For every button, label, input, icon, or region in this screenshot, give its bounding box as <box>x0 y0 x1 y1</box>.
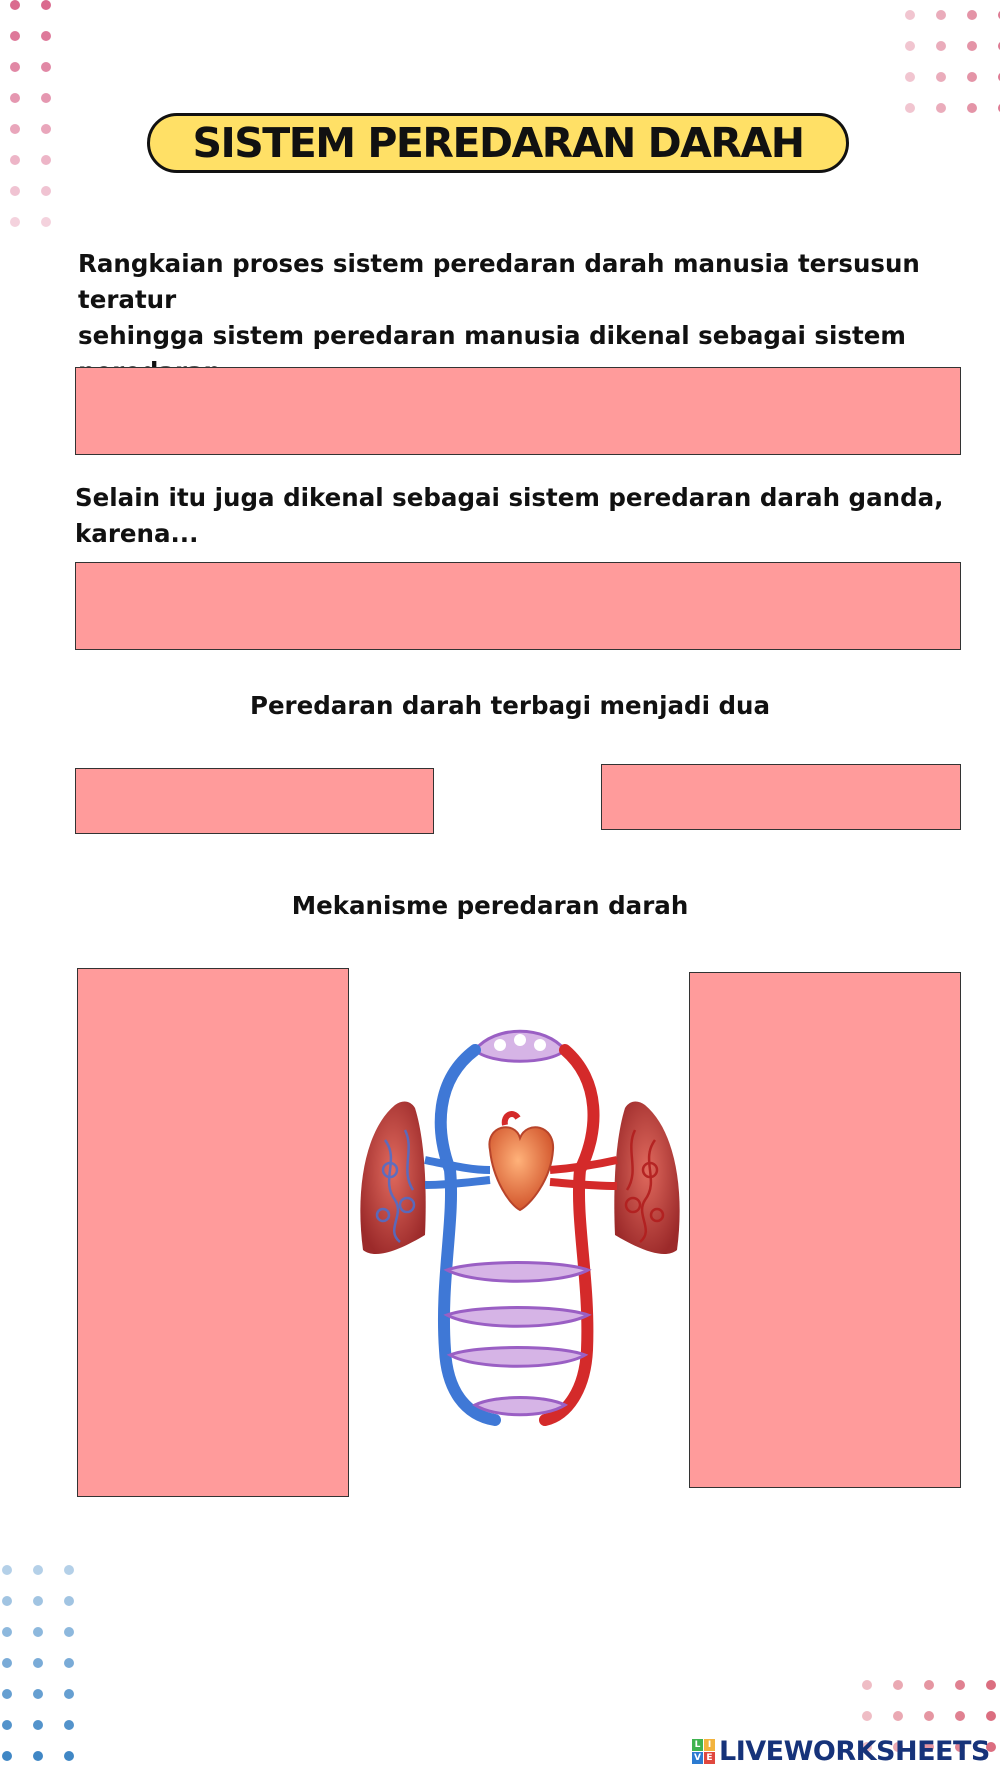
decorative-dot <box>41 124 51 134</box>
decorative-dot <box>893 1711 903 1721</box>
decorative-dot <box>64 1689 74 1699</box>
answer-box-circulation-type-2[interactable] <box>601 764 961 830</box>
decorative-dot <box>33 1658 43 1668</box>
logo-letter: I <box>704 1739 715 1751</box>
decorative-dot <box>33 1720 43 1730</box>
decorative-dot <box>10 186 20 196</box>
decorative-dot <box>967 10 977 20</box>
decorative-dot <box>41 93 51 103</box>
decorative-dot <box>893 1680 903 1690</box>
question-1-line: Rangkaian proses sistem peredaran darah manusia tersusun teratur <box>78 249 920 314</box>
decorative-dot <box>905 41 915 51</box>
decorative-dot <box>64 1751 74 1761</box>
decorative-dot <box>41 0 51 10</box>
decorative-dot <box>33 1565 43 1575</box>
decorative-dot <box>64 1658 74 1668</box>
decorative-dot <box>41 62 51 72</box>
decorative-dot <box>10 93 20 103</box>
decorative-dot <box>905 10 915 20</box>
decorative-dot <box>967 41 977 51</box>
lower-capillary-beds <box>447 1263 588 1415</box>
section-heading-mechanism: Mekanisme peredaran darah <box>291 891 689 920</box>
logo-letter: V <box>692 1752 703 1764</box>
decorative-dot <box>936 72 946 82</box>
decorative-dot <box>2 1720 12 1730</box>
decorative-dot <box>936 10 946 20</box>
decorative-dot <box>41 155 51 165</box>
decorative-dot <box>986 1711 996 1721</box>
decorative-dot <box>33 1596 43 1606</box>
answer-box-closed-circulation[interactable] <box>75 367 961 455</box>
answer-box-mechanism-left[interactable] <box>77 968 349 1497</box>
question-2-line: Selain itu juga dikenal sebagai sistem peredaran darah ganda, <box>75 483 944 512</box>
decorative-dot <box>862 1680 872 1690</box>
decorative-dot <box>967 72 977 82</box>
question-1-line: sehingga sistem peredaran manusia dikenal sebagai sistem <box>78 321 906 350</box>
logo-letter: L <box>692 1739 703 1751</box>
answer-box-double-circulation[interactable] <box>75 562 961 650</box>
decorative-dot <box>33 1627 43 1637</box>
decorative-dot <box>2 1565 12 1575</box>
decorative-dot <box>10 62 20 72</box>
brand-name: LIVEWORKSHEETS <box>719 1735 990 1767</box>
logo-letter: E <box>704 1752 715 1764</box>
decorative-dot <box>936 41 946 51</box>
decorative-dot <box>936 103 946 113</box>
decorative-dot <box>10 217 20 227</box>
answer-box-mechanism-right[interactable] <box>689 972 961 1488</box>
decorative-dot <box>41 186 51 196</box>
liveworksheets-logo-icon <box>692 1739 715 1764</box>
decorative-dot <box>2 1689 12 1699</box>
decorative-dot <box>10 31 20 41</box>
decorative-dot <box>10 0 20 10</box>
decorative-dot <box>905 72 915 82</box>
heart <box>489 1127 553 1210</box>
decorative-dot <box>41 31 51 41</box>
liveworksheets-brand[interactable] <box>692 1736 990 1766</box>
decorative-dot <box>10 124 20 134</box>
circulatory-system-diagram <box>355 1020 685 1430</box>
answer-box-circulation-type-1[interactable] <box>75 768 434 834</box>
decorative-dot <box>924 1680 934 1690</box>
upper-capillary-bed <box>475 1031 565 1061</box>
decorative-dot <box>2 1751 12 1761</box>
decorative-dot <box>2 1658 12 1668</box>
decorative-dot <box>10 155 20 165</box>
decorative-dot <box>64 1720 74 1730</box>
decorative-dot <box>2 1627 12 1637</box>
question-2-text <box>75 480 975 552</box>
decorative-dot <box>64 1565 74 1575</box>
decorative-dot <box>905 103 915 113</box>
decorative-dot <box>2 1596 12 1606</box>
decorative-dot <box>33 1751 43 1761</box>
page-title-banner <box>147 113 849 173</box>
question-2-line: karena... <box>75 519 199 548</box>
decorative-dot <box>862 1711 872 1721</box>
decorative-dot <box>41 217 51 227</box>
decorative-dot <box>64 1627 74 1637</box>
section-heading-split: Peredaran darah terbagi menjadi dua <box>249 691 771 720</box>
decorative-dot <box>955 1711 965 1721</box>
decorative-dot <box>967 103 977 113</box>
decorative-dot <box>64 1596 74 1606</box>
decorative-dot <box>924 1711 934 1721</box>
decorative-dot <box>955 1680 965 1690</box>
page-title: SISTEM PEREDARAN DARAH <box>192 119 804 167</box>
decorative-dot <box>986 1680 996 1690</box>
decorative-dot <box>33 1689 43 1699</box>
